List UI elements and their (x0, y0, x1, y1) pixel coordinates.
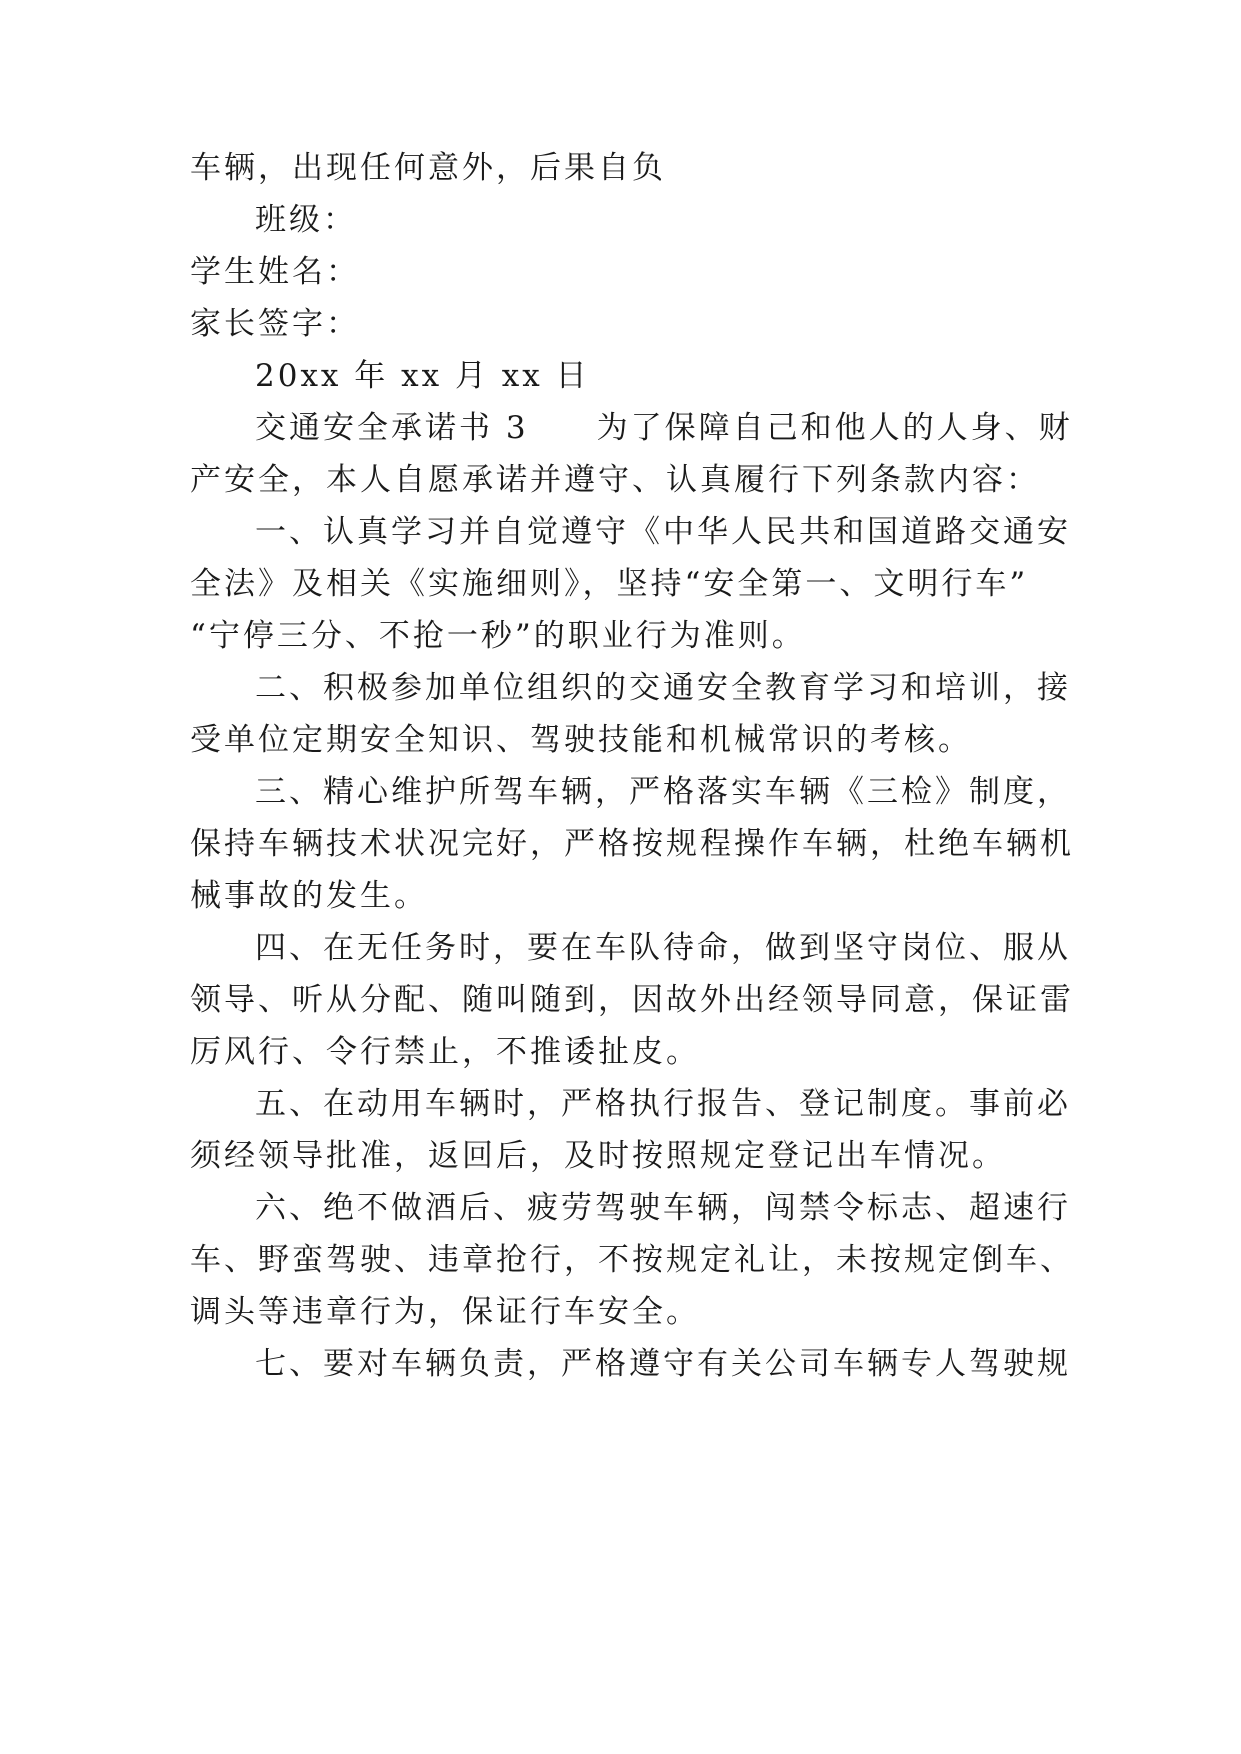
clause-3-line: 三、精心维护所驾车辆，严格落实车辆《三检》制度， (255, 774, 1071, 810)
text-line: 车、野蛮驾驶、违章抢行，不按规定礼让，未按规定倒车、 (190, 1242, 1074, 1278)
text-line: 领导、听从分配、随叫随到，因故外出经领导同意，保证雷 (190, 982, 1074, 1018)
clause-5-line: 五、在动用车辆时，严格执行报告、登记制度。事前必 (255, 1086, 1071, 1122)
clause-4-line: 四、在无任务时，要在车队待命，做到坚守岗位、服从 (255, 930, 1071, 966)
text-line: 受单位定期安全知识、驾驶技能和机械常识的考核。 (190, 722, 972, 758)
class-label: 班级： (255, 202, 357, 238)
text-line: 须经领导批准，返回后，及时按照规定登记出车情况。 (190, 1138, 1006, 1174)
clause-7-line: 七、要对车辆负责，严格遵守有关公司车辆专人驾驶规 (255, 1346, 1071, 1382)
text-line: 产安全，本人自愿承诺并遵守、认真履行下列条款内容： (190, 462, 1040, 498)
clause-1-line: 一、认真学习并自觉遵守《中华人民共和国道路交通安 (255, 514, 1071, 550)
clause-2-line: 二、积极参加单位组织的交通安全教育学习和培训，接 (255, 670, 1071, 706)
text-line: 械事故的发生。 (190, 878, 428, 914)
parent-signature-label: 家长签字： (190, 306, 360, 342)
text-line: 调头等违章行为，保证行车安全。 (190, 1294, 700, 1330)
text-line: 保持车辆技术状况完好，严格按规程操作车辆，杜绝车辆机 (190, 826, 1074, 862)
student-name-label: 学生姓名： (190, 254, 360, 290)
section-title-line: 交通安全承诺书 3 为了保障自己和他人的人身、财 (255, 410, 1073, 446)
text-line: 车辆，出现任何意外，后果自负 (190, 150, 666, 186)
text-line: 全法》及相关《实施细则》，坚持“安全第一、文明行车” (190, 566, 1029, 602)
clause-6-line: 六、绝不做酒后、疲劳驾驶车辆，闯禁令标志、超速行 (255, 1190, 1071, 1226)
text-line: “宁停三分、不抢一秒”的职业行为准则。 (190, 618, 806, 654)
text-line: 厉风行、令行禁止，不推诿扯皮。 (190, 1034, 700, 1070)
date-line: 20xx 年 xx 月 xx 日 (255, 358, 590, 394)
